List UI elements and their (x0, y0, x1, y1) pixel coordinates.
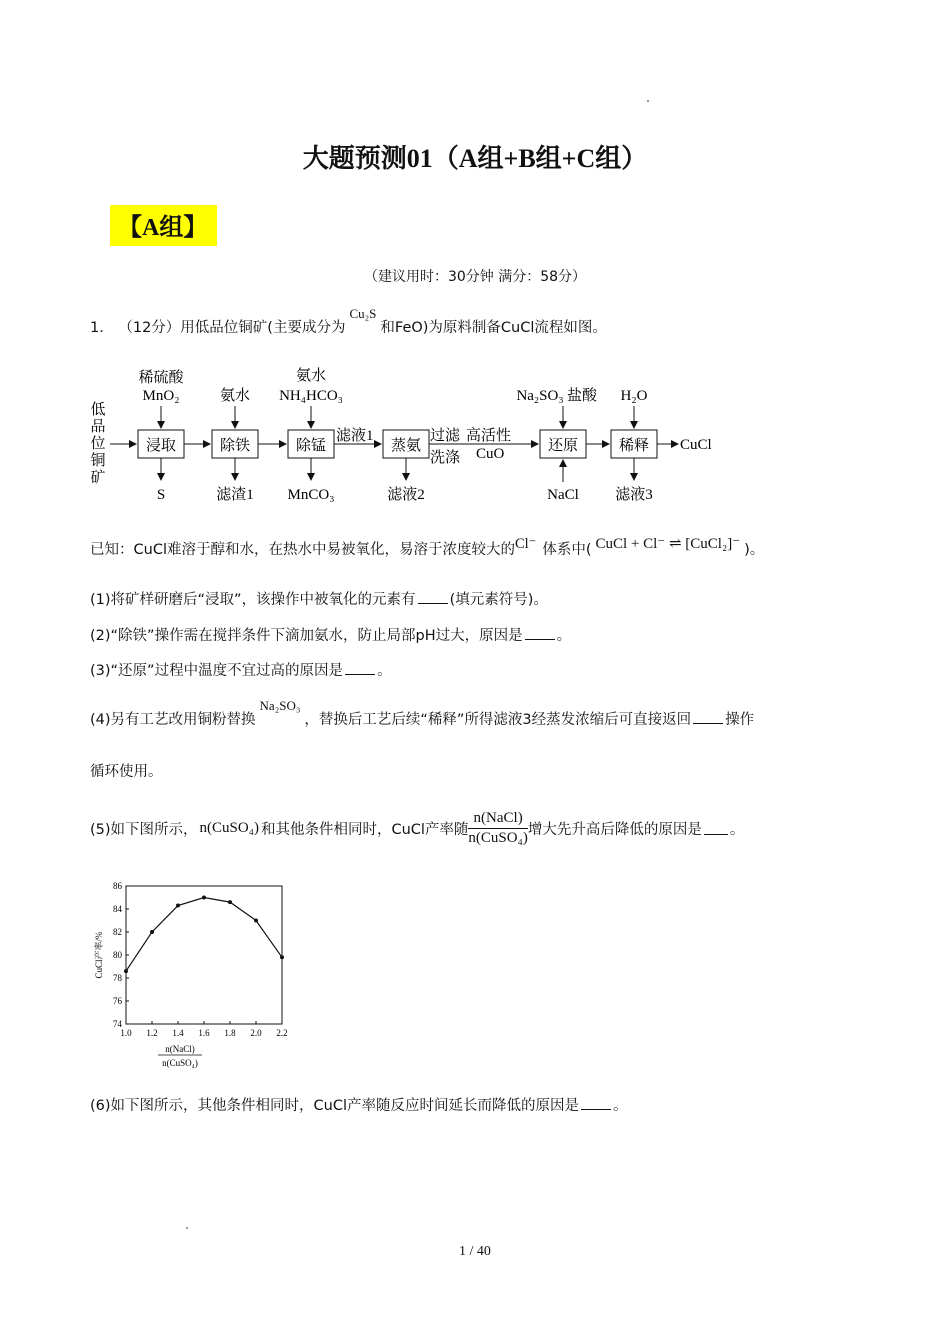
sq4-text-a: (4)另有工艺改用铜粉替换 (90, 712, 256, 728)
reagent-mn-2: NH₄HCO₃ (279, 388, 343, 404)
answer-blank[interactable] (418, 591, 448, 604)
sq3-tail: 。 (377, 663, 392, 679)
subquestion-4-line2: 循环使用。 (90, 764, 163, 780)
y-axis-label: CuCl产率/% (94, 931, 104, 979)
question-score: （12分） (118, 320, 181, 336)
data-point (176, 904, 180, 908)
answer-blank[interactable] (345, 662, 375, 675)
data-point (202, 896, 206, 900)
group-label: 【A组】 (110, 205, 217, 246)
reagent-iron: 氨水 (219, 388, 251, 404)
answer-blank[interactable] (704, 822, 728, 835)
svg-text:蒸氨: 蒸氨 (390, 438, 422, 454)
flow-filter-wash: 过滤 (430, 428, 461, 444)
reagent-water: H₂O (620, 388, 648, 404)
subquestion-1 (90, 588, 548, 609)
subquestion-3 (90, 659, 392, 680)
x-label-numerator: n(NaCl) (165, 1044, 195, 1054)
x-tick-label: 1.8 (224, 1028, 236, 1038)
y-tick-label: 86 (113, 881, 122, 891)
product-nacl: NaCl (547, 487, 579, 503)
answer-blank[interactable] (581, 1097, 611, 1110)
sq2-text: (2)“除铁”操作需在搅拌条件下滴加氨水，防止局部pH过大，原因是 (90, 628, 523, 644)
process-flow-diagram (88, 362, 728, 510)
data-point (280, 955, 284, 959)
svg-text:还原: 还原 (547, 438, 579, 454)
data-point (254, 919, 258, 923)
product-mnco3: MnCO₃ (287, 487, 335, 503)
sq4-tail: 操作 (725, 712, 755, 728)
time-hint: （建议用时：30分钟 满分：58分） (363, 269, 587, 285)
answer-blank[interactable] (693, 711, 723, 724)
data-point (228, 900, 232, 904)
y-tick-label: 78 (113, 973, 122, 983)
flow-box-iron (212, 430, 258, 458)
answer-blank[interactable] (525, 627, 555, 640)
flow-cuo-label: 高活性 (466, 428, 512, 444)
reagent-na2so3: Na₂SO₃ (516, 388, 564, 404)
ratio-fraction (468, 810, 527, 847)
data-point (124, 969, 128, 973)
reagent-leach-1: 稀硫酸 (138, 370, 184, 386)
known-prefix: 已知：CuCl难溶于醇和水，在热水中易被氧化，易溶于浓度较大的 (90, 542, 515, 558)
x-tick-label: 1.6 (198, 1028, 210, 1038)
sq1-text: (1)将矿样研磨后“浸取”，该操作中被氧化的元素有 (90, 592, 416, 608)
data-point (150, 930, 154, 934)
series-line (126, 898, 282, 972)
scan-dot (186, 1227, 188, 1229)
flow-box-manganese (288, 430, 334, 458)
chloride-ion: Cl⁻ (514, 536, 537, 552)
question-text: 用低品位铜矿(主要成分为 (180, 320, 346, 336)
chart-frame (126, 886, 282, 1024)
yield-chart (88, 872, 308, 1077)
x-label-denominator: n(CuSO₄) (162, 1058, 198, 1068)
sq2-tail: 。 (556, 628, 572, 644)
subquestion-4 (90, 698, 755, 729)
x-tick-label: 2.0 (250, 1028, 262, 1038)
flow-box-reduce (540, 430, 586, 458)
sq5-text-b: 和其他条件相同时，CuCl产率随 (260, 821, 469, 838)
x-tick-label: 1.0 (120, 1028, 132, 1038)
flow-output: CuCl (680, 437, 712, 453)
question-number: 1． (90, 320, 114, 336)
subquestion-2 (90, 624, 571, 645)
flow-filtrate-1: 滤液1 (336, 428, 374, 444)
subquestion-6 (90, 1094, 628, 1115)
page-number: 1 / 40 (459, 1244, 491, 1259)
question-1 (90, 306, 607, 337)
sq3-text: (3)“还原”过程中温度不宜过高的原因是 (90, 663, 344, 679)
sq5-tail: 。 (729, 821, 745, 838)
equilibrium-equation: CuCl + Cl⁻ ⇌ [CuCl₂]⁻ (595, 536, 741, 552)
product-filtrate-2: 滤液2 (387, 487, 425, 503)
x-tick-label: 2.2 (276, 1028, 288, 1038)
sq6-text: (6)如下图所示，其他条件相同时，CuCl产率随反应时间延长而降低的原因是 (90, 1098, 580, 1114)
svg-text:除铁: 除铁 (219, 438, 251, 454)
scan-dot (647, 100, 649, 102)
flow-box-leach (138, 430, 184, 458)
product-filtrate-3: 滤液3 (615, 487, 653, 503)
svg-text:稀释: 稀释 (618, 438, 650, 454)
fraction-denominator: n(CuSO₄) (468, 829, 528, 846)
product-residue-1: 滤渣1 (216, 487, 254, 503)
page-title: 大题预测01（A组+B组+C组） (302, 144, 648, 173)
question-text-after: 和FeO)为原料制备CuCl流程如图。 (380, 320, 607, 336)
flow-box-dilute (611, 430, 657, 458)
known-info (90, 538, 764, 559)
reagent-mn-1: 氨水 (295, 368, 327, 384)
y-tick-label: 74 (113, 1019, 122, 1029)
y-tick-label: 84 (113, 904, 122, 914)
sq6-tail: 。 (613, 1098, 628, 1114)
x-tick-label: 1.4 (172, 1028, 184, 1038)
formula-cu2s: Cu₂S (349, 306, 377, 321)
sq5-text-c: 增大先升高后降低的原因是 (527, 821, 702, 838)
flow-wash: 洗涤 (430, 450, 461, 466)
flow-input-label: 低品位铜矿 (90, 402, 106, 486)
reagent-leach-2: MnO₂ (142, 388, 180, 404)
product-s: S (156, 487, 166, 503)
svg-text:浸取: 浸取 (145, 438, 177, 454)
known-suffix: )。 (744, 542, 765, 558)
sq1-tail: (填元素符号)。 (449, 592, 548, 608)
sq4-text-b: ，替换后工艺后续“稀释”所得滤液3经蒸发浓缩后可直接返回 (304, 712, 692, 728)
subquestion-5 (90, 804, 744, 852)
x-tick-label: 1.2 (146, 1028, 158, 1038)
fraction-numerator: n(NaCl) (468, 810, 527, 829)
reagent-hcl: 盐酸 (566, 388, 598, 404)
y-tick-label: 82 (113, 927, 122, 937)
flow-box-ammonia (383, 430, 429, 458)
sq5-text-a: (5)如下图所示， (90, 821, 198, 838)
flow-cuo: CuO (476, 446, 505, 462)
y-tick-label: 76 (113, 996, 122, 1006)
svg-text:除锰: 除锰 (295, 438, 327, 454)
y-tick-label: 80 (113, 950, 122, 960)
formula-na2so3: Na₂SO₃ (259, 698, 301, 713)
expr-n-cuso4: n(CuSO₄) (199, 819, 259, 836)
known-middle: 体系中( (542, 542, 592, 558)
